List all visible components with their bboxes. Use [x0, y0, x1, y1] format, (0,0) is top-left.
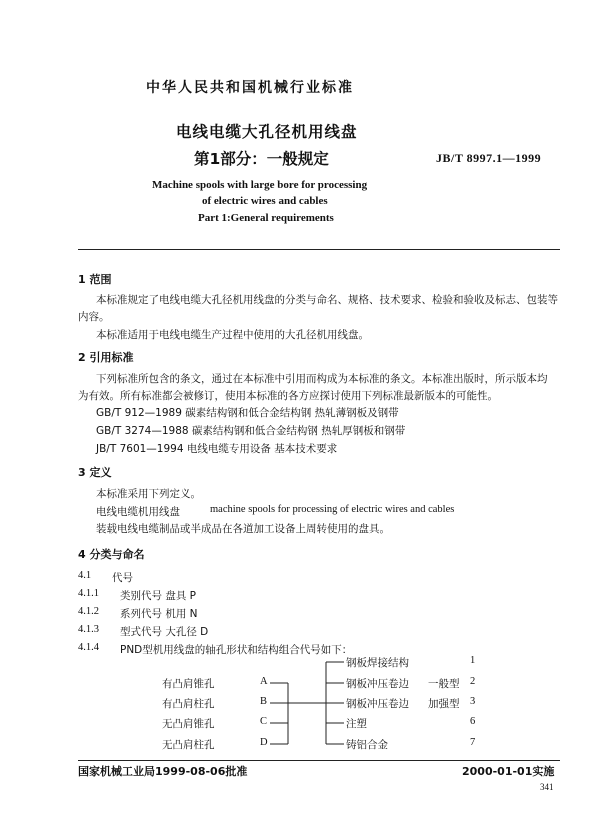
bore-type-code: A	[260, 676, 268, 687]
structure-code: 7	[470, 737, 476, 748]
clause-text: 型式代号 大孔径 D	[120, 626, 209, 638]
structure-code: 1	[470, 655, 476, 666]
bore-type-label: 有凸肩柱孔	[162, 698, 215, 710]
reference-standard: GB/T 912—1989 碳素结构钢和低合金结构钢 热轧薄钢板及钢带	[96, 407, 399, 419]
standard-number: JB/T 8997.1—1999	[436, 151, 542, 165]
bore-type-code: B	[260, 696, 268, 707]
section-1-heading: 1 范围	[78, 273, 112, 286]
reference-standard: GB/T 3274—1988 碳素结构钢和低合金结构钢 热轧厚钢板和钢带	[96, 425, 406, 437]
reference-standard: JB/T 7601—1994 电线电缆专用设备 基本技术要求	[96, 443, 338, 455]
structure-code: 2	[470, 676, 476, 687]
standard-category: 中华人民共和国机械行业标准	[146, 80, 354, 96]
bore-type-label: 有凸肩锥孔	[162, 678, 215, 690]
clause-number: 4.1	[78, 570, 92, 581]
document-title-en-line2: of electric wires and cables	[202, 195, 328, 207]
clause-number: 4.1.2	[78, 606, 99, 617]
clause-number: 4.1.3	[78, 624, 99, 635]
section-1-paragraph-1: 本标准规定了电线电缆大孔径机用线盘的分类与命名、规格、技术要求、检验和验收及标志、包装等	[96, 294, 558, 306]
clause-number: 4.1.1	[78, 588, 99, 599]
footer-rule	[78, 760, 560, 761]
section-2-paragraph: 下列标准所包含的条文，通过在本标准中引用而构成为本标准的条文。本标准出版时，所示版本均	[96, 373, 548, 385]
section-4-heading: 4 分类与命名	[78, 548, 145, 561]
document-subtitle-en: Part 1:General requirements	[198, 212, 334, 224]
structure-code: 6	[470, 716, 476, 727]
clause-text: 代号	[112, 572, 133, 584]
clause-text: 系列代号 机用 N	[120, 608, 198, 620]
clause-number: 4.1.4	[78, 642, 99, 653]
structure-label: 钢板焊接结构	[346, 657, 409, 669]
section-2-heading: 2 引用标准	[78, 351, 134, 364]
structure-label: 铸铝合金	[346, 739, 388, 751]
structure-type: 加强型	[428, 698, 460, 710]
document-title-en-line1: Machine spools with large bore for processing	[152, 179, 368, 191]
section-1-paragraph-1-cont: 内容。	[78, 311, 110, 323]
section-1-paragraph-2: 本标准适用于电线电缆生产过程中使用的大孔径机用线盘。	[96, 329, 369, 341]
implementation-date: 2000-01-01实施	[462, 765, 555, 778]
page-number: 341	[540, 782, 554, 792]
section-2-paragraph-cont: 为有效。所有标准都会被修订，使用本标准的各方应探讨使用下列标准最新版本的可能性。	[78, 390, 498, 402]
structure-type: 一般型	[428, 678, 460, 690]
bore-type-label: 无凸肩柱孔	[162, 739, 215, 751]
bore-type-code: D	[260, 737, 268, 748]
section-3-heading: 3 定义	[78, 466, 112, 479]
structure-label: 钢板冲压卷边	[346, 698, 409, 710]
section-3-intro: 本标准采用下列定义。	[96, 488, 201, 500]
structure-code: 3	[470, 696, 476, 707]
document-title-cn: 电线电缆大孔径机用线盘	[176, 123, 358, 141]
structure-label: 注塑	[346, 718, 367, 730]
term-en: machine spools for processing of electric wires and cables	[210, 504, 455, 515]
document-subtitle-cn: 第1部分：一般规定	[194, 150, 329, 168]
approval-note: 国家机械工业局1999-08-06批准	[78, 765, 248, 778]
bore-type-label: 无凸肩锥孔	[162, 718, 215, 730]
term-definition: 装载电线电缆制品或半成品在各道加工设备上周转使用的盘具。	[96, 523, 390, 535]
bore-type-code: C	[260, 716, 268, 727]
clause-text: PND型机用线盘的轴孔形状和结构组合代号如下：	[120, 644, 353, 656]
structure-label: 钢板冲压卷边	[346, 678, 409, 690]
clause-text: 类别代号 盘具 P	[120, 590, 197, 602]
term-cn: 电线电缆机用线盘	[96, 506, 180, 518]
